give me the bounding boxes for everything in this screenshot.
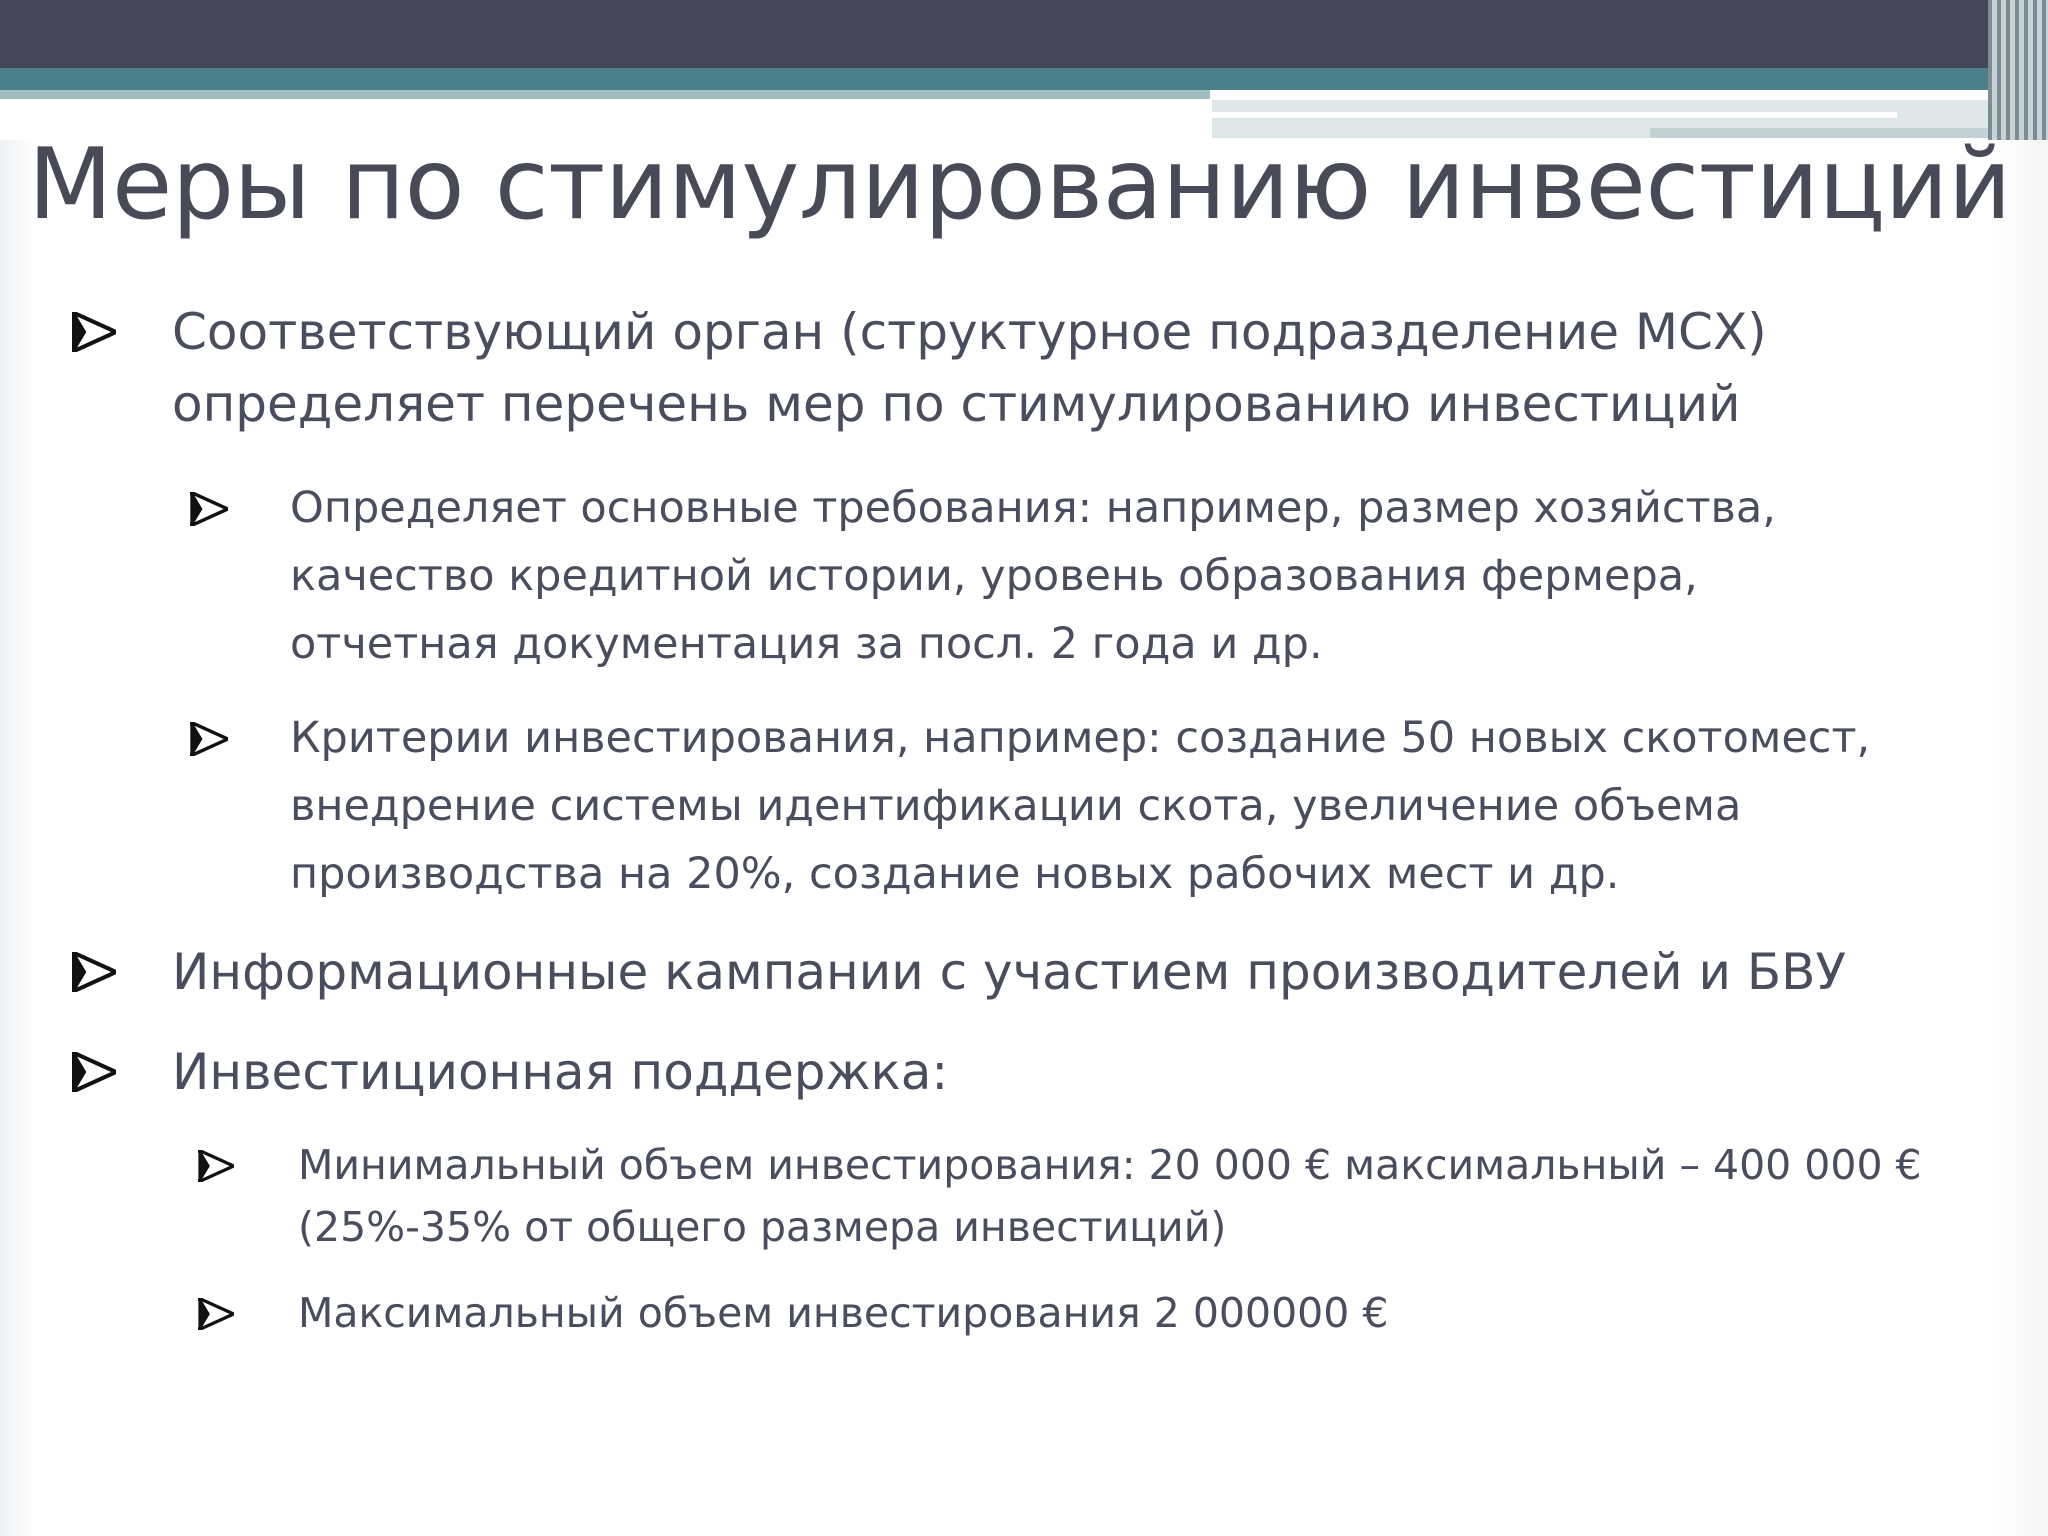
bullet-line: определяет перечень мер по стимулированию инвестиций (172, 375, 1741, 433)
bullet-line: Соответствующий орган (структурное подразделение МСХ) (172, 303, 1767, 361)
left-edge-shadow (0, 140, 34, 1536)
bullet-item (72, 936, 1872, 1016)
bullet-line: Информационные кампании с участием производителей и БВУ (172, 943, 1846, 1001)
bullet-line: внедрение системы идентификации скота, увеличение объема (290, 781, 1742, 831)
bullet-line: Определяет основные требования: например, размер хозяйства, (290, 483, 1776, 533)
header-band-dark (0, 0, 2048, 68)
slide-title: Меры по стимулированию инвестиций (28, 128, 2012, 242)
bullet-line: отчетная документация за посл. 2 года и др. (290, 619, 1323, 669)
bullet-item (198, 1134, 1998, 1274)
bullet-item (190, 474, 1890, 684)
arrow-bullet-icon (190, 722, 228, 756)
arrow-bullet-icon (190, 492, 228, 526)
bullet-line: Максимальный объем инвестирования 2 000000 € (298, 1289, 1389, 1337)
bullet-line: производства на 20%, создание новых рабочих мест и др. (290, 849, 1620, 899)
bullet-item (72, 296, 1772, 446)
arrow-bullet-icon (198, 1298, 234, 1330)
bullet-item (198, 1282, 1998, 1352)
edge-stripes (1988, 0, 2048, 140)
bullet-line: Инвестиционная поддержка: (172, 1043, 949, 1101)
bullet-line: Минимальный объем инвестирования: 20 000 € максимальный – 400 000 € (298, 1141, 1922, 1189)
bullet-line: (25%-35% от общего размера инвестиций) (298, 1203, 1227, 1251)
header-band-right-line (1212, 112, 1897, 118)
header-band-light (0, 90, 1210, 99)
header-band-teal (0, 68, 2048, 90)
arrow-bullet-icon (198, 1150, 234, 1182)
bullet-item (190, 704, 1990, 914)
arrow-bullet-icon (72, 1052, 116, 1092)
arrow-bullet-icon (72, 312, 116, 352)
bullet-item (72, 1036, 1872, 1116)
arrow-bullet-icon (72, 952, 116, 992)
bullet-line: качество кредитной истории, уровень образования фермера, (290, 551, 1698, 601)
bullet-line: Критерии инвестирования, например: создание 50 новых скотомест, (290, 713, 1871, 763)
